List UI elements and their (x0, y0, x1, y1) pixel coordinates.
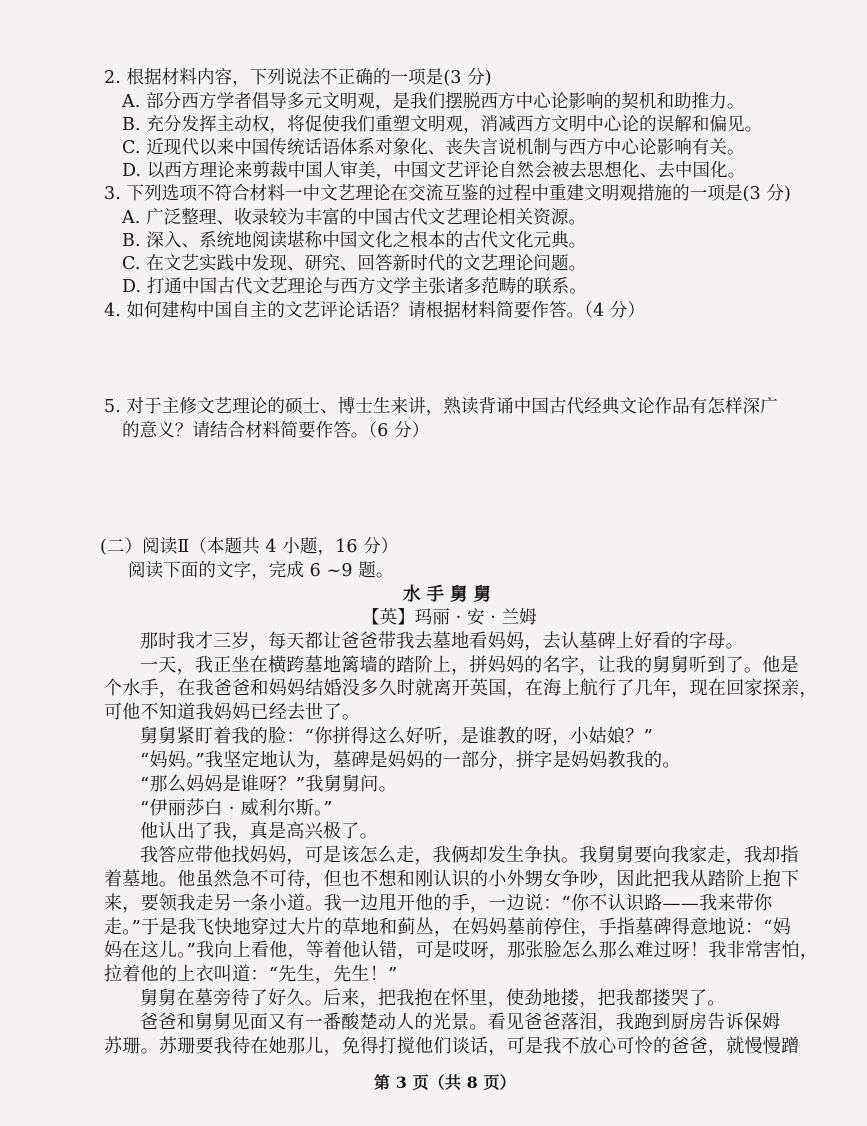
story-line: “那么妈妈是谁呀？”我舅舅问。 (140, 774, 397, 795)
story-line: 个水手，在我爸爸和妈妈结婚没多久时就离开英国，在海上航行了几年，现在回家探亲， (104, 678, 818, 699)
question-2-option-c: C. 近现代以来中国传统话语体系对象化、丧失言说机制与西方中心论影响有关。 (122, 138, 745, 158)
story-author: 【英】玛丽 · 安 · 兰姆 (362, 608, 537, 628)
question-4: 4. 如何建构中国自主的文艺评论话语？请根据材料简要作答。（4 分） (104, 301, 646, 321)
story-line: 走。”于是我飞快地穿过大片的草地和蓟丛，在妈妈墓前停住，手指墓碑得意地说：“妈 (104, 917, 792, 938)
question-3-option-b: B. 深入、系统地阅读堪称中国文化之根本的古代文化元典。 (122, 231, 587, 251)
story-line: 来，要领我走另一条小道。我一边甩开他的手，一边说：“你不认识路——我来带你 (104, 893, 773, 914)
question-5-line-1: 5. 对于主修文艺理论的硕士、博士生来讲，熟读背诵中国古代经典文论作品有怎样深广 (104, 397, 778, 417)
story-line: 舅舅在墓旁待了好久。后来，把我抱在怀里，使劲地搂，把我都搂哭了。 (140, 988, 726, 1009)
story-line: 着墓地。他虽然急不可待，但也不想和刚认识的小外甥女争吵，因此把我从踏阶上抱下 (104, 869, 800, 890)
question-3-option-a: A. 广泛整理、收录较为丰富的中国古代文艺理论相关资源。 (122, 208, 587, 228)
question-3-stem: 3. 下列选项不符合材料一中文艺理论在交流互鉴的过程中重建文明观措施的一项是(3 分) (104, 184, 791, 204)
story-line: “伊丽莎白 · 威利尔斯。” (140, 798, 333, 819)
story-title: 水手舅舅 (403, 585, 497, 605)
story-line: 可他不知道我妈妈已经去世了。 (104, 702, 361, 723)
question-3-option-c: C. 在文艺实践中发现、研究、回答新时代的文艺理论问题。 (122, 254, 587, 274)
question-2-option-a: A. 部分西方学者倡导多元文明观，是我们摆脱西方中心论影响的契机和助推力。 (122, 92, 745, 112)
question-2-stem: 2. 根据材料内容，下列说法不正确的一项是(3 分) (104, 68, 492, 88)
story-line: 拉着他的上衣叫道：“先生，先生！” (104, 964, 398, 985)
story-line: 舅舅紧盯着我的脸：“你拼得这么好听，是谁教的呀，小姑娘？” (140, 726, 654, 747)
story-line: 一天，我正坐在横跨墓地篱墙的踏阶上，拼妈妈的名字，让我的舅舅听到了。他是 (140, 655, 799, 676)
story-line: 那时我才三岁，每天都让爸爸带我去墓地看妈妈，去认墓碑上好看的字母。 (140, 631, 744, 652)
story-line: 苏珊。苏珊要我待在她那儿，免得打搅他们谈话，可是我不放心可怜的爸爸，就慢慢蹭 (104, 1036, 800, 1057)
story-line: 妈在这儿。”我向上看他，等着他认错，可是哎呀，那张脸怎么那么难过呀！我非常害怕， (104, 940, 819, 961)
question-2-option-b: B. 充分发挥主动权，将促使我们重塑文明观，消减西方文明中心论的误解和偏见。 (122, 115, 763, 135)
story-line: 他认出了我，真是高兴极了。 (140, 821, 378, 842)
question-5-line-2: 的意义？请结合材料简要作答。（6 分） (122, 421, 430, 441)
story-line: 我答应带他找妈妈，可是该怎么走，我俩却发生争执。我舅舅要向我家走，我却指 (140, 845, 799, 866)
story-line: 爸爸和舅舅见面又有一番酸楚动人的光景。看见爸爸落泪，我跑到厨房告诉保姆 (140, 1012, 781, 1033)
section-2-instruction: 阅读下面的文字，完成 6 ~9 题。 (128, 561, 394, 581)
page-number: 第 3 页（共 8 页） (374, 1073, 516, 1092)
section-2-heading: (二）阅读Ⅱ（本题共 4 小题，16 分） (100, 537, 399, 557)
question-2-option-d: D. 以西方理论来剪裁中国人审美，中国文艺评论自然会被去思想化、去中国化。 (122, 161, 746, 181)
question-3-option-d: D. 打通中国古代文艺理论与西方文学主张诸多范畴的联系。 (122, 277, 587, 297)
story-line: “妈妈。”我坚定地认为，墓碑是妈妈的一部分，拼字是妈妈教我的。 (140, 750, 681, 771)
